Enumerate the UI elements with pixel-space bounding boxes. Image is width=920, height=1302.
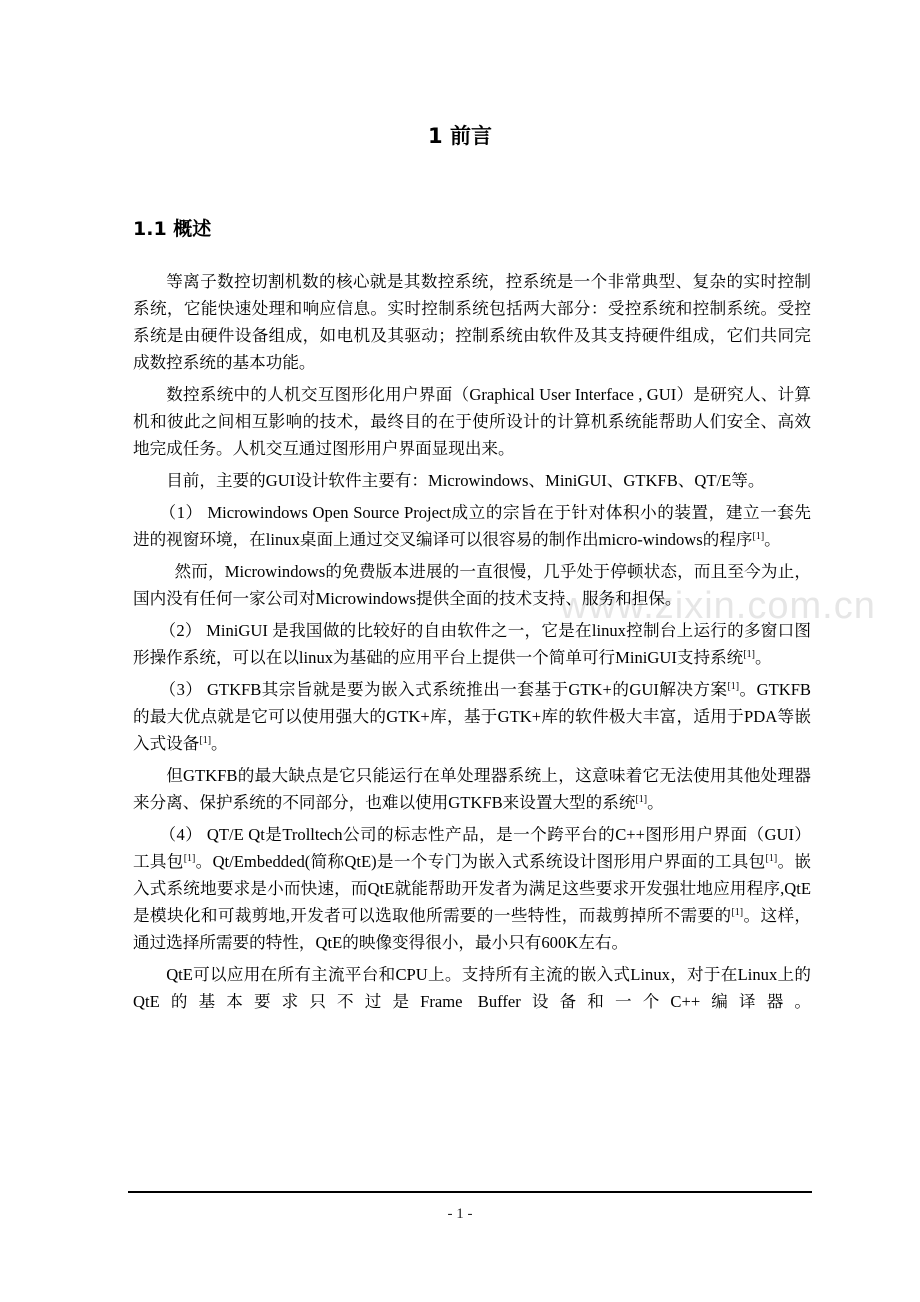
paragraph-qte — [133, 821, 811, 956]
page-number: - 1 - — [447, 1206, 473, 1222]
paragraph-microwindows — [133, 499, 811, 553]
text: 。嵌入式系统地要求是小而快速，而QtE就能帮助开发者为满足这些要求开发强壮地应用程序,QtE是模块化和可裁剪地,开发者可以选取他所需要的一些特性，而裁剪掉所不需要的 — [133, 852, 812, 925]
paragraph-overview: 等离子数控切割机数的核心就是其数控系统，控系统是一个非常典型、复杂的实时控制系统，它能快速处理和响应信息。实时控制系统包括两大部分：受控系统和控制系统。受控系统是由硬件设备组成，如电机及其驱动；控制系统由软件及其支持硬件组成，它们共同完成数控系统的基本功能。 — [133, 272, 811, 372]
citation: [1] — [199, 735, 212, 746]
text: （1） Microwindows Open Source Project成立的宗旨在于针对体积小的装置，建立一套先进的视窗环境，在linux桌面上通过交叉编译可以很容易的制作出micro-windows的程序 — [133, 503, 811, 549]
footer-rule — [128, 1191, 812, 1193]
text: 。 — [754, 648, 772, 667]
text: 。 — [764, 530, 781, 549]
chapter-title: 1 前言 — [428, 124, 492, 148]
paragraph-gui: 数控系统中的人机交互图形化用户界面（Graphical User Interface , GUI）是研究人、计算机和彼此之间相互影响的技术，最终目的在于使所设计的计算机系统能帮助人们安全、高效地完成任务。人机交互通过图形用户界面显现出来。 — [133, 385, 811, 458]
text: 。 — [211, 734, 228, 753]
text: 。Qt/Embedded(简称QtE)是一个专门为嵌入式系统设计图形用户界面的工具包 — [195, 852, 766, 871]
text: 。 — [647, 793, 664, 812]
citation: [1] — [743, 649, 755, 660]
text: （3） GTKFB其宗旨就是要为嵌入式系统推出一套基于GTK+的GUI解决方案 — [159, 680, 728, 699]
text: 但GTKFB的最大缺点是它只能运行在单处理器系统上，这意味着它无法使用其他处理器来分离、保护系统的不同部分，也难以使用GTKFB来设置大型的系统 — [133, 766, 811, 812]
paragraph-qte-platforms: QtE可以应用在所有主流平台和CPU上。支持所有主流的嵌入式Linux，对于在Linux上的QtE的基本要求只不过是Frame Buffer设备和一个C++编译器。 — [133, 965, 811, 1011]
text: （4） QT/E Qt是Trolltech公司的标志性产品，是一个跨平台的C++图形用户界面（GUI）工具包 — [133, 825, 811, 871]
text: 。GTKFB的最大优点就是它可以使用强大的GTK+库，基于GTK+库的软件极大丰富，适用于PDA等嵌入式设备 — [133, 680, 811, 753]
citation: [1] — [727, 681, 740, 692]
citation: [1] — [752, 531, 765, 542]
paragraph-microwindows-status: 然而，Microwindows的免费版本进展的一直很慢，几乎处于停顿状态，而且至今为止，国内没有任何一家公司对Microwindows提供全面的技术支持、服务和担保。 — [133, 562, 811, 608]
text: （2） MiniGUI 是我国做的比较好的自由软件之一，它是在linux控制台上运行的多窗口图形操作系统，可以在以linux为基础的应用平台上提供一个简单可行MiniGUI支持系统 — [133, 621, 811, 667]
paragraph-minigui — [133, 617, 811, 671]
section-title: 1.1 概述 — [133, 218, 212, 240]
watermark: www.zixin.com.cn — [560, 585, 876, 627]
paragraph-software-list: 目前，主要的GUI设计软件主要有：Microwindows、MiniGUI、GTKFB、QT/E等。 — [166, 471, 765, 490]
citation: [1] — [635, 794, 648, 805]
text: 。这样，通过选择所需要的特性，QtE的映像变得很小，最小只有600K左右。 — [133, 906, 812, 952]
body-text — [133, 268, 811, 1020]
paragraph-gtkfb — [133, 676, 811, 757]
citation: [1] — [765, 853, 778, 864]
paragraph-gtkfb-drawback — [133, 762, 811, 816]
citation: [1] — [183, 853, 196, 864]
citation: [1] — [731, 907, 744, 918]
